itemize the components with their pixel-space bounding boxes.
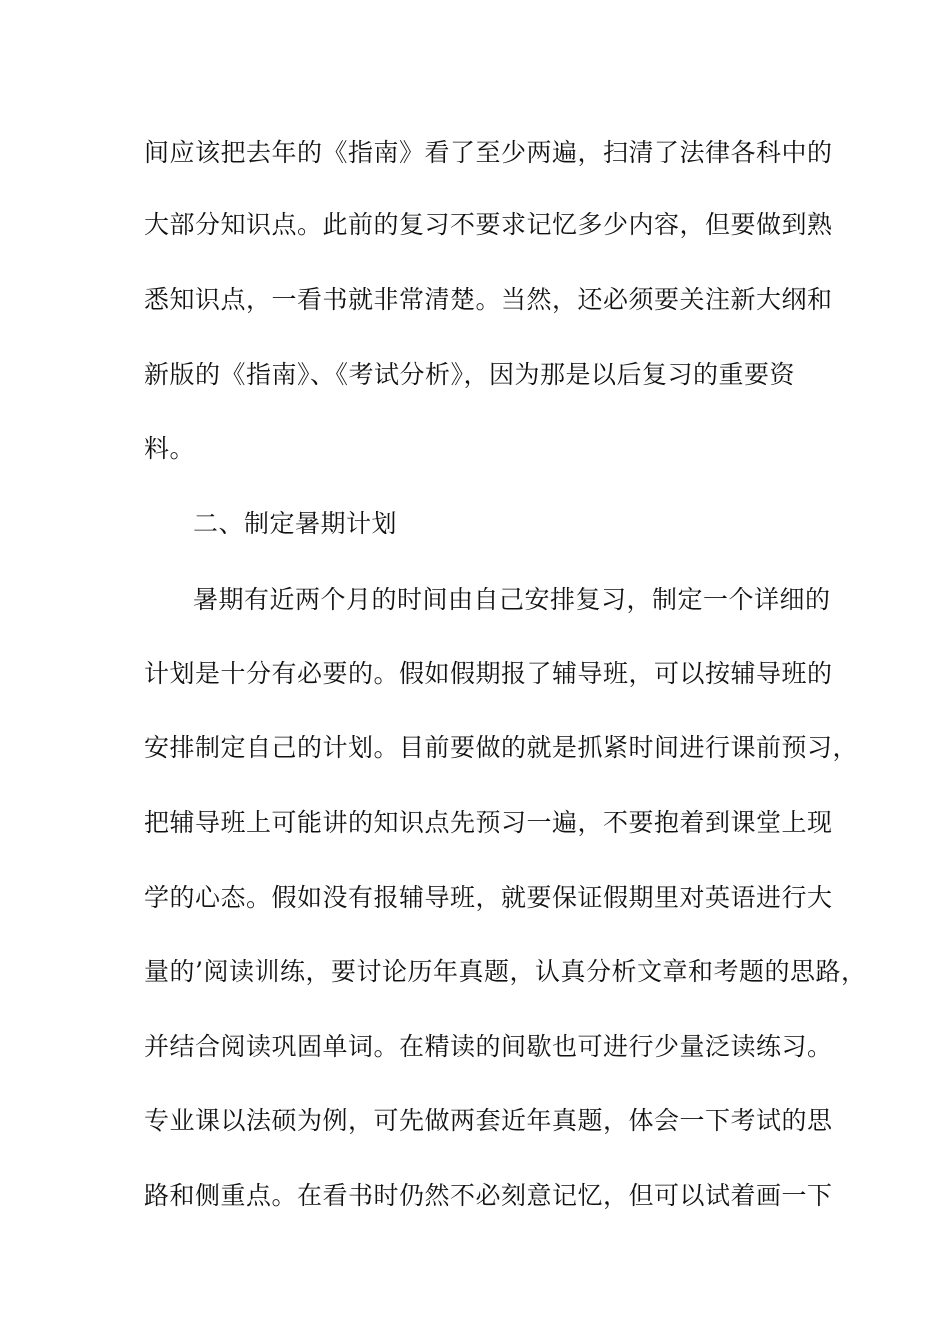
paragraph-2-line-4: 把辅导班上可能讲的知识点先预习一遍，不要抱着到课堂上现: [144, 808, 833, 837]
paragraph-1-line-4: 新版的《指南》、《考试分析》，因为那是以后复习的重要资: [144, 360, 796, 389]
paragraph-2-line-7: 并结合阅读巩固单词。在精读的间歇也可进行少量泛读练习。: [144, 1032, 833, 1061]
paragraph-2-line-1: 暑期有近两个月的时间由自己安排复习，制定一个详细的: [193, 585, 831, 614]
paragraph-1-line-5: 料。: [144, 434, 196, 463]
paragraph-1-line-3: 悉知识点，一看书就非常清楚。当然，还必须要关注新大纲和: [144, 285, 833, 314]
section-heading: 二、制定暑期计划: [193, 509, 398, 538]
paragraph-2-line-9: 路和侧重点。在看书时仍然不必刻意记忆，但可以试着画一下: [144, 1181, 833, 1210]
paragraph-2-line-8: 专业课以法硕为例，可先做两套近年真题，体会一下考试的思: [144, 1106, 833, 1135]
paragraph-1-line-2: 大部分知识点。此前的复习不要求记忆多少内容，但要做到熟: [144, 210, 833, 239]
paragraph-2-line-6: 量的’阅读训练，要讨论历年真题，认真分析文章和考题的思路，: [144, 957, 867, 986]
paragraph-2-line-2: 计划是十分有必要的。假如假期报了辅导班，可以按辅导班的: [144, 659, 833, 688]
paragraph-2-line-5: 学的心态。假如没有报辅导班，就要保证假期里对英语进行大: [144, 883, 833, 912]
paragraph-1-line-1: 间应该把去年的《指南》看了至少两遍，扫清了法律各科中的: [144, 138, 833, 167]
paragraph-2-line-3: 安排制定自己的计划。目前要做的就是抓紧时间进行课前预习，: [144, 733, 859, 762]
